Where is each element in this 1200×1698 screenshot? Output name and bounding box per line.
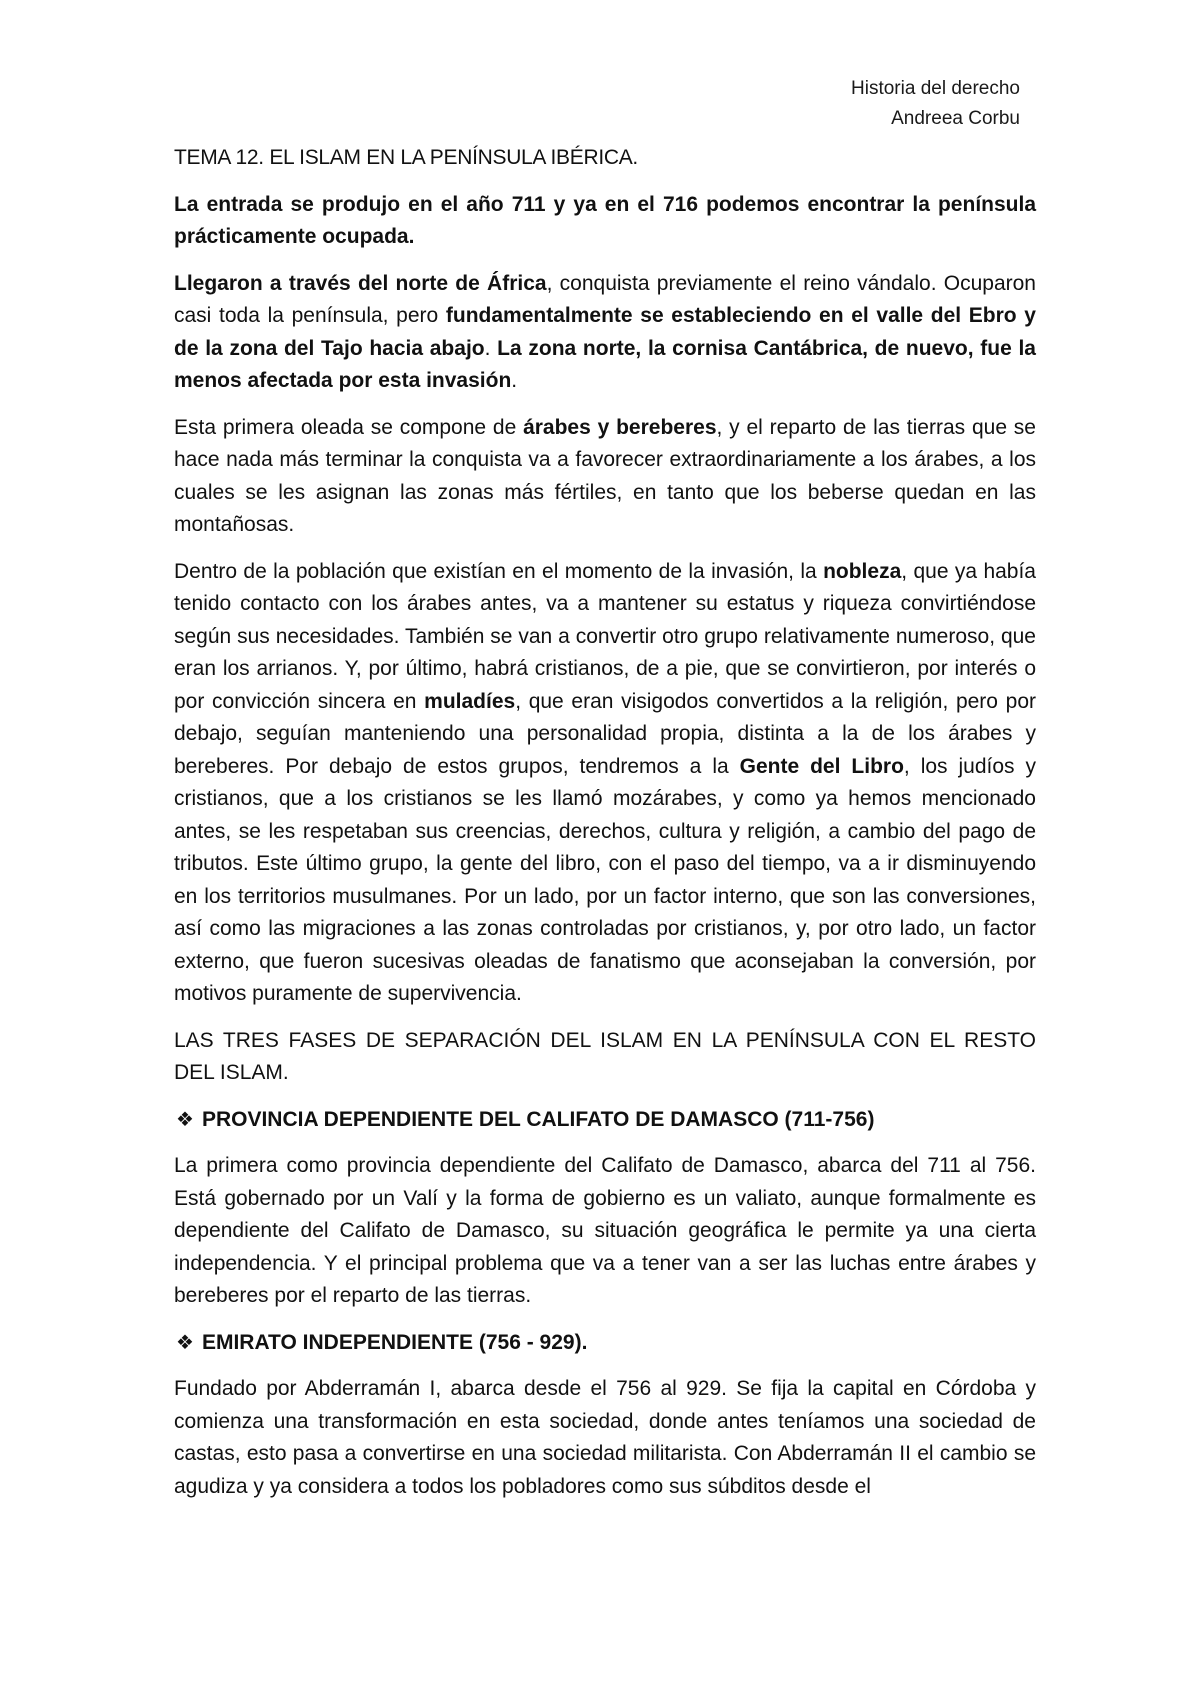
text-run: Esta primera oleada se compone de [174,415,524,439]
page-header [851,74,1020,134]
subheading-damasco [174,1104,1036,1137]
subheading-text: PROVINCIA DEPENDIENTE DEL CALIFATO DE DAMASCO (711-756) [201,1107,875,1131]
diamond-bullet-icon: ❖ [176,1108,194,1131]
bold-phrase: árabes y bereberes [523,415,717,439]
bold-phrase: La zona norte, la cornisa Cantábrica, de nuevo, fue la menos afectada por esta invasión [174,336,1036,392]
text-run: , los judíos y cristianos, que a los cristianos se les llamó mozárabes, y como ya hemos mencionado antes, se les respetaban sus creencias, derechos, cultura y religión, a cambio del pago de tributos. Este último grupo, la gente del libro, con el paso del tiempo, va a ir disminuyendo en los territorios musulmanes. Por un lado, por un factor interno, que son las conversiones, así como las migraciones a las zonas controladas por cristianos, y, por otro lado, un factor externo, que fueron sucesivas oleadas de fanatismo que aconsejaban la conversión, por motivos puramente de supervivencia. [174,754,1037,1005]
text-run: . [484,336,498,360]
paragraph-intro-text: La entrada se produjo en el año 711 y ya en el 716 podemos encontrar la península prácticamente ocupada. [174,192,1036,248]
text-run: , conquista previamente el reino vándalo. Ocuparon casi toda la península, pero [174,271,1036,327]
bold-phrase: Gente del Libro [739,754,904,778]
paragraph-intro [174,189,1036,254]
bold-phrase: muladíes [424,689,516,713]
paragraph-arrival [174,268,1036,398]
header-author: Andreea Corbu [891,108,1020,129]
bold-phrase: Llegaron a través del norte de África [174,271,547,295]
text-run: . [511,369,518,392]
bold-phrase: nobleza [823,559,902,583]
text-run: Dentro de la población que existían en el momento de la invasión, la [174,559,824,583]
text-run: , y el reparto de las tierras que se hace nada más terminar la conquista va a favorecer extraordinariamente a los árabes, a los cuales se les asignan las zonas más fértiles, en tanto que los beberse quedan en las montañosas. [174,415,1036,536]
bold-phrase: fundamentalmente se estableciendo en el valle del Ebro y de la zona del Tajo hacia abajo [174,304,1036,360]
text-run: , que ya había tenido contacto con los árabes antes, va a mantener su estatus y riqueza convirtiéndose según sus necesidades. También se van a convertir otro grupo relativamente numeroso, que eran los arrianos. Y, por último, habrá cristianos, de a pie, que se convirtieron, por interés o por convicción sincera en [174,559,1036,713]
diamond-bullet-icon: ❖ [176,1331,194,1354]
document-body [174,142,1036,1517]
document-title: TEMA 12. EL ISLAM EN LA PENÍNSULA IBÉRICA. [174,146,638,169]
subheading-emirato [174,1327,1036,1360]
text-run: , que eran visigodos convertidos a la religión, pero por debajo, seguían manteniendo una personalidad propia, distinta a la de los árabes y bereberes. Por debajo de estos grupos, tendremos a la [174,689,1036,778]
paragraph-first-wave [174,412,1036,542]
paragraph-damasco: La primera como provincia dependiente del Califato de Damasco, abarca del 711 al 756. Está gobernado por un Valí y la forma de gobierno es un valiato, aunque formalmente es dependiente del Califato de Damasco, su situación geográfica le permite ya una cierta independencia. Y el principal problema que va a tener van a ser las luchas entre árabes y bereberes por el reparto de las tierras. [174,1154,1036,1307]
header-subject: Historia del derecho [851,78,1020,99]
subheading-text: EMIRATO INDEPENDIENTE (756 - 929). [201,1330,588,1354]
paragraph-emirato: Fundado por Abderramán I, abarca desde el 756 al 929. Se fija la capital en Córdoba y comienza una transformación en esta sociedad, donde antes teníamos una sociedad de castas, esto pasa a convertirse en una sociedad militarista. Con Abderramán II el cambio se agudiza y ya considera a todos los pobladores como sus súbditos desde el [174,1377,1036,1498]
paragraph-population [174,556,1036,1011]
section-title: LAS TRES FASES DE SEPARACIÓN DEL ISLAM EN LA PENÍNSULA CON EL RESTO DEL ISLAM. [174,1028,1036,1084]
